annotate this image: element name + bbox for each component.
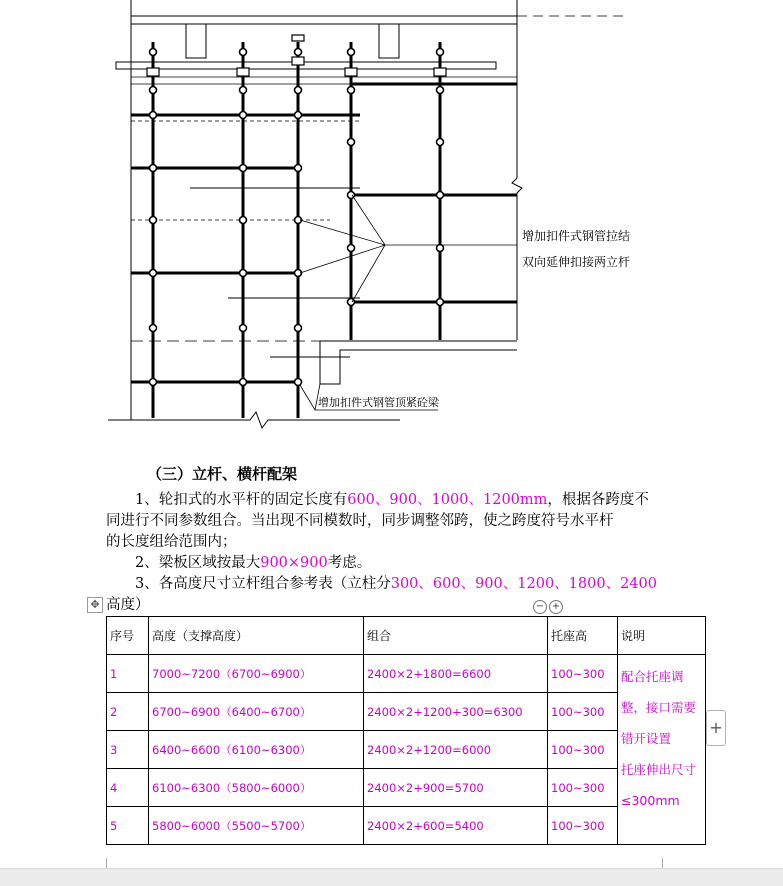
p2-highlight: 900×900: [260, 555, 328, 571]
table-cell[interactable]: 100~300: [548, 807, 618, 845]
row-add-icon[interactable]: +: [706, 710, 726, 746]
table-cell[interactable]: 1: [107, 655, 149, 693]
paragraph-1: [106, 490, 676, 511]
table-header-row: [107, 617, 706, 655]
p1-text-b: ，根据各跨度不: [547, 492, 649, 508]
table-cell[interactable]: 6700~6900（6400~6700）: [149, 693, 364, 731]
table-row: [107, 769, 706, 807]
table-move-handle-icon[interactable]: ✥: [87, 597, 103, 613]
table-cell[interactable]: 5: [107, 807, 149, 845]
table-cell[interactable]: 2: [107, 693, 149, 731]
table-cell[interactable]: 7000~7200（6700~6900）: [149, 655, 364, 693]
p1-highlight: 600、900、1000、1200mm: [347, 492, 548, 508]
column-delete-icon[interactable]: −: [533, 600, 547, 614]
table-cell[interactable]: 2400×2+600=5400: [364, 807, 548, 845]
header-cell[interactable]: 序号: [107, 617, 149, 655]
column-add-icon[interactable]: +: [549, 600, 563, 614]
note-line: 错开设置: [621, 731, 672, 746]
table-cell[interactable]: 2400×2+1800=6600: [364, 655, 548, 693]
annotation-top: 增加扣件式钢管拉结: [522, 229, 631, 243]
table-cell[interactable]: 5800~6000（5500~5700）: [149, 807, 364, 845]
note-line: ≤300mm: [621, 793, 680, 808]
table-cell[interactable]: 3: [107, 731, 149, 769]
page-gap: [0, 868, 783, 886]
p2-text-a: 2、梁板区域按最大: [135, 555, 261, 571]
note-line: 配合托座调: [621, 669, 684, 684]
paragraph-3-line2: 高度）: [106, 597, 150, 613]
annotation-mid: 双向延伸扣接两立杆: [522, 255, 631, 269]
table-cell[interactable]: 4: [107, 769, 149, 807]
header-cell[interactable]: 高度（支撑高度）: [149, 617, 364, 655]
table-cell[interactable]: 100~300: [548, 655, 618, 693]
paragraph-1-line3: 的长度组给范围内；: [106, 534, 237, 550]
table-row: [107, 807, 706, 845]
paragraph-1-line2: 同进行不同参数组合。当出现不同模数时，同步调整邻跨，使之跨度符号水平杆: [106, 513, 614, 529]
table-cell[interactable]: 100~300: [548, 693, 618, 731]
header-cell[interactable]: 托座高: [548, 617, 618, 655]
table-cell[interactable]: 2400×2+900=5700: [364, 769, 548, 807]
section-heading: （三）立杆、横杆配架: [147, 465, 298, 483]
p3-highlight: 300、600、900、1200、1800、2400: [390, 576, 657, 592]
table-cell[interactable]: 2400×2+1200=6000: [364, 731, 548, 769]
table-row: [107, 731, 706, 769]
table-cell[interactable]: 6400~6600（6100~6300）: [149, 731, 364, 769]
annotation-bottom: 增加扣件式钢管顶紧砼梁: [318, 396, 439, 409]
p1-text-a: 1、轮扣式的水平杆的固定长度有: [135, 492, 348, 508]
header-cell[interactable]: 说明: [618, 617, 706, 655]
table-cell[interactable]: 100~300: [548, 731, 618, 769]
p3-text-a: 3、各高度尺寸立杆组合参考表（立柱分: [135, 576, 391, 592]
table-row: [107, 655, 706, 693]
paragraph-2: [106, 553, 676, 574]
note-cell[interactable]: [618, 655, 706, 845]
table-cell[interactable]: 100~300: [548, 769, 618, 807]
table-cell[interactable]: 6100~6300（5800~6000）: [149, 769, 364, 807]
header-cell[interactable]: 组合: [364, 617, 548, 655]
table-cell[interactable]: 2400×2+1200+300=6300: [364, 693, 548, 731]
column-combination-table: [106, 616, 706, 845]
paragraph-3: [106, 574, 676, 595]
p2-text-b: 考虑。: [327, 555, 372, 571]
note-line: 托座伸出尺寸: [621, 762, 697, 777]
table-row: [107, 693, 706, 731]
note-line: 整，接口需要: [621, 700, 697, 715]
